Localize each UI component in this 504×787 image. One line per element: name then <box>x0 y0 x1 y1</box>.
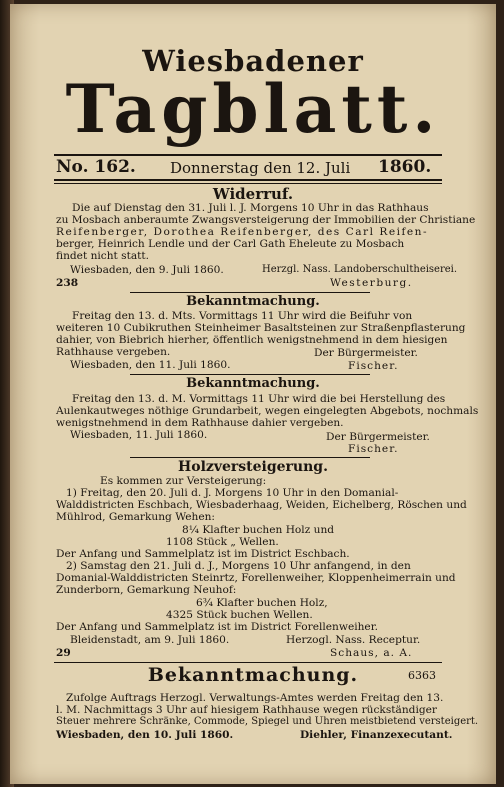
notice-signature: Schaus, a. A. <box>330 647 413 659</box>
masthead-city: Wiesbadener <box>142 44 364 78</box>
notice-line: weiteren 10 Cubikruthen Steinheimer Basaltsteinen zur Straßenpflasterung <box>56 322 466 334</box>
notice-line: Rathhause vergeben. <box>56 346 171 358</box>
notice-place-date: Wiesbaden, den 10. Juli 1860. <box>56 729 234 741</box>
notice-line: wenigstnehmend in dem Rathhause dahier vergeben. <box>56 417 344 429</box>
notice-line: Der Anfang und Sammelplatz ist im District Eschbach. <box>56 548 350 560</box>
notice-place-date: Bleidenstadt, am 9. Juli 1860. <box>70 634 230 646</box>
issue-rule-1 <box>54 179 442 181</box>
notice-number: 238 <box>56 277 79 289</box>
notice-line: 1108 Stück „ Wellen. <box>166 536 279 548</box>
notice-line: Zufolge Auftrags Herzogl. Verwaltungs-Amtes werden Freitag den 13. <box>66 692 444 704</box>
top-rule <box>54 154 442 156</box>
notice-line: Die auf Dienstag den 31. Juli l. J. Morgens 10 Uhr in das Rathhaus <box>72 202 429 214</box>
notice-line: Domanial-Walddistricten Steinrtz, Forellenweiher, Kloppenheimerrain und <box>56 572 456 584</box>
notice-line: Mühlrod, Gemarkung Wehen: <box>56 511 215 523</box>
notice-line: 1) Freitag, den 20. Juli d. J. Morgens 10 Uhr in den Domanial- <box>66 487 399 499</box>
notice-line: berger, Heinrich Lendle und der Carl Gath Eheleute zu Mosbach <box>56 238 405 250</box>
notice-line: Walddistricten Eschbach, Wiesbaderhaag, Weiden, Eichelberg, Röschen und <box>56 499 467 511</box>
notice-place-date: Wiesbaden, 11. Juli 1860. <box>70 429 208 441</box>
separator <box>130 457 370 458</box>
notice-line: Freitag den 13. d. M. Vormittags 11 Uhr wird die bei Herstellung des <box>72 393 446 405</box>
notice-signature: Diehler, Finanzexecutant. <box>300 729 453 741</box>
issue-year: 1860. <box>378 157 432 177</box>
notice-line: Der Anfang und Sammelplatz ist im District Forellenweiher. <box>56 621 378 633</box>
notice-line: findet nicht statt. <box>56 250 150 262</box>
notice-line: Freitag den 13. d. Mts. Vormittags 11 Uhr wird die Beifuhr von <box>72 310 413 322</box>
notice-number: 6363 <box>408 669 436 682</box>
notice-line: Zunderborn, Gemarkung Neuhof: <box>56 584 237 596</box>
notice-office: Der Bürgermeister. <box>326 431 430 443</box>
separator <box>130 374 370 375</box>
masthead-title: Tagblatt. <box>65 70 441 148</box>
notice-line: zu Mosbach anberaumte Zwangsversteigerung der Immobilien der Christiane <box>56 214 476 226</box>
separator <box>54 662 442 663</box>
notice-line: 6¾ Klafter buchen Holz, <box>196 597 328 609</box>
issue-date: Donnerstag den 12. Juli <box>170 159 351 177</box>
notice-place-date: Wiesbaden, den 11. Juli 1860. <box>70 359 231 371</box>
notice-line: l. M. Nachmittags 3 Uhr auf hiesigem Rathhause wegen rückständiger <box>56 704 437 716</box>
notice-line: dahier, von Biebrich hierher, öffentlich wenigstnehmend in dem hiesigen <box>56 334 448 346</box>
notice-heading: Holzversteigerung. <box>178 459 328 475</box>
notice-line: 2) Samstag den 21. Juli d. J., Morgens 10 Uhr anfangend, in den <box>66 560 411 572</box>
notice-line: Reifenberger, Dorothea Reifenberger, des Carl Reifen- <box>56 226 429 238</box>
notice-office: Herzgl. Nass. Landoberschultheiserei. <box>262 264 458 275</box>
issue-rule-2 <box>54 183 442 184</box>
notice-heading: Widerruf. <box>212 185 294 203</box>
issue-number: No. 162. <box>56 157 136 177</box>
notice-line: Aulenkautweges nöthige Grundarbeit, wegen eingelegten Abgebots, nochmals <box>56 405 479 417</box>
newspaper-page <box>10 4 496 784</box>
notice-office: Herzogl. Nass. Receptur. <box>286 634 421 646</box>
notice-heading: Bekanntmachung. <box>186 294 320 309</box>
notice-signature: Westerburg. <box>330 277 413 289</box>
notice-line: 4325 Stück buchen Wellen. <box>166 609 313 621</box>
notice-heading: Bekanntmachung. <box>186 376 320 391</box>
notice-line: Es kommen zur Versteigerung: <box>100 475 267 487</box>
notice-heading: Bekanntmachung. <box>147 664 359 686</box>
notice-place-date: Wiesbaden, den 9. Juli 1860. <box>70 264 224 276</box>
notice-signature: Fischer. <box>348 360 399 372</box>
notice-number: 29 <box>56 647 71 659</box>
notice-line: Steuer mehrere Schränke, Commode, Spiegel und Uhren meistbietend versteigert. <box>56 716 479 727</box>
separator <box>130 292 370 293</box>
notice-office: Der Bürgermeister. <box>314 347 418 359</box>
notice-signature: Fischer. <box>348 443 399 455</box>
notice-line: 8¼ Klafter buchen Holz und <box>182 524 335 536</box>
